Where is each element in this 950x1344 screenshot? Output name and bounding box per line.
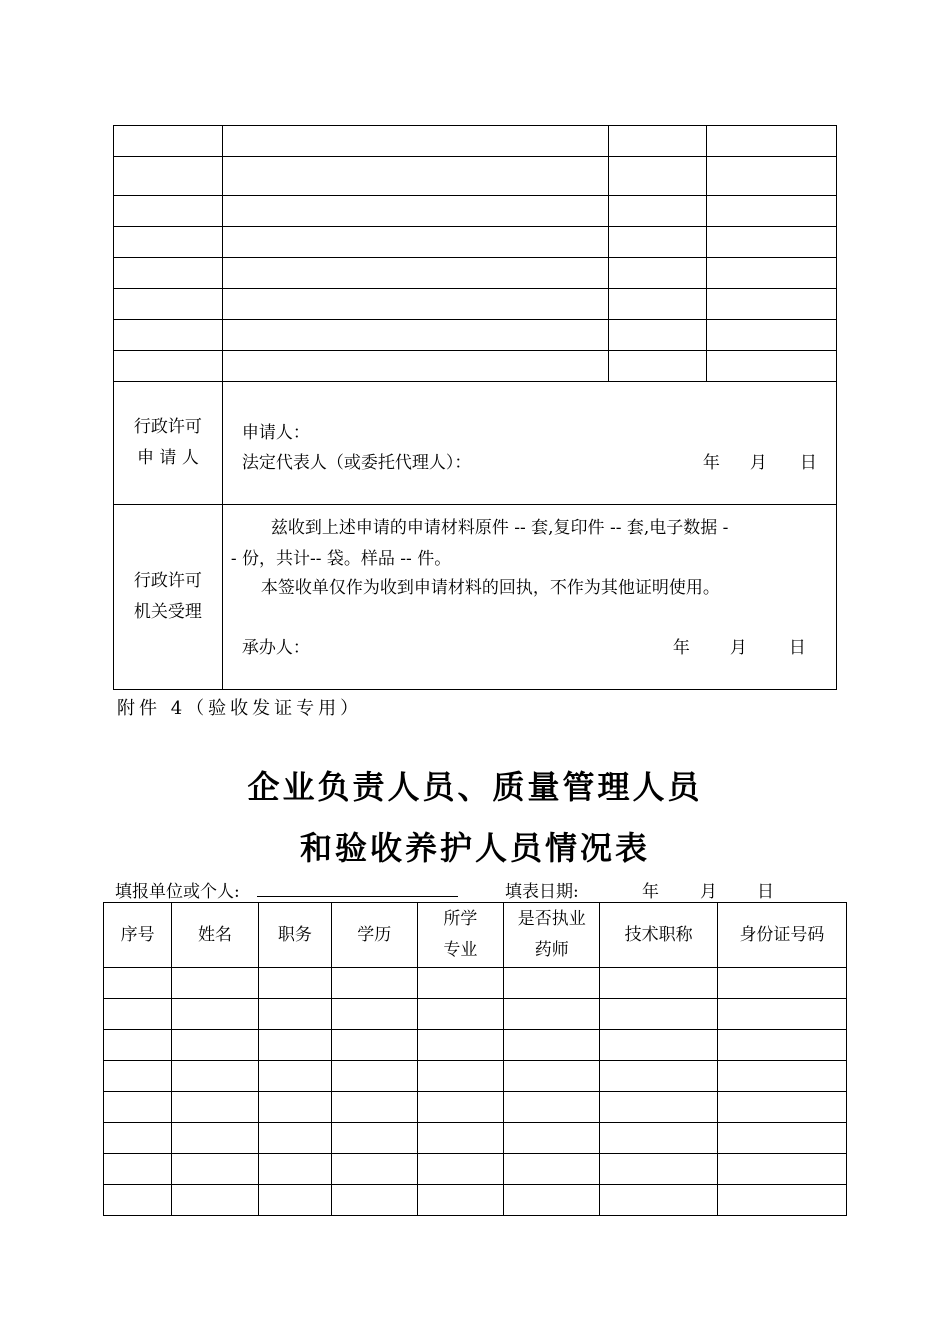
header-id-number: 身份证号码 xyxy=(717,903,846,968)
table-row xyxy=(114,289,837,320)
applicant-signature-cell xyxy=(222,382,836,505)
table-row xyxy=(114,351,837,382)
date-day-label: 日 xyxy=(757,882,774,902)
agency-receipt-cell xyxy=(222,505,836,690)
header-seq: 序号 xyxy=(104,903,172,968)
header-name: 姓名 xyxy=(172,903,259,968)
header-pharmacist xyxy=(504,903,600,968)
header-pharmacist-line2: 药师 xyxy=(534,940,569,960)
legal-representative-label: 法定代表人（或委托代理人）： xyxy=(241,453,472,473)
applicant-row-label xyxy=(114,382,223,505)
header-pharmacist-line1: 是否执业 xyxy=(517,909,586,929)
agency-label-line1: 行政许可 xyxy=(133,571,202,591)
table-row xyxy=(104,1061,847,1092)
table-row xyxy=(114,126,837,157)
fill-unit-underline xyxy=(257,896,458,897)
header-major xyxy=(417,903,504,968)
date-year-label: 年 xyxy=(642,882,659,902)
table-row xyxy=(104,1030,847,1061)
form-title-line1: 企业负责人员、质量管理人员 xyxy=(247,768,703,806)
receipt-usage-note: 本签收单仅作为收到申请材料的回执，不作为其他证明使用。 xyxy=(260,578,720,598)
date-year-label: 年 xyxy=(672,638,690,658)
header-major-line2: 专业 xyxy=(443,940,478,960)
applicant-label-line1: 行政许可 xyxy=(133,417,202,437)
date-month-label: 月 xyxy=(729,638,747,658)
fill-unit-label: 填报单位或个人: xyxy=(115,882,240,902)
handler-label: 承办人： xyxy=(241,638,310,658)
personnel-table xyxy=(103,902,847,1216)
applicant-label-line2: 申 请 人 xyxy=(137,448,199,468)
table-row xyxy=(114,227,837,258)
fill-date-label: 填表日期: xyxy=(505,882,579,902)
received-materials-line2: - 份，共计-- 袋。样品 -- 件。 xyxy=(230,549,452,569)
received-materials-line1: 兹收到上述申请的申请材料原件 -- 套,复印件 -- 套,电子数据 - xyxy=(270,518,729,538)
agency-label-line2: 机关受理 xyxy=(133,602,202,622)
table-row xyxy=(104,1154,847,1185)
date-day-label: 日 xyxy=(799,453,817,473)
form-title-line2: 和验收养护人员情况表 xyxy=(299,829,650,867)
table-row xyxy=(104,1123,847,1154)
agency-row-label xyxy=(114,505,223,690)
table-header-row xyxy=(104,903,847,968)
table-row xyxy=(104,999,847,1030)
table-row xyxy=(104,1185,847,1216)
applicant-field-label: 申请人： xyxy=(241,423,310,443)
header-major-line1: 所学 xyxy=(443,909,478,929)
table-row xyxy=(104,1092,847,1123)
table-row xyxy=(114,320,837,351)
table-row xyxy=(104,968,847,999)
fill-info-line xyxy=(115,877,835,901)
attachment-note: 附件 4（验收发证专用） xyxy=(117,698,363,719)
header-position: 职务 xyxy=(258,903,331,968)
acceptance-receipt-table xyxy=(113,125,837,690)
date-month-label: 月 xyxy=(749,453,767,473)
date-year-label: 年 xyxy=(702,453,720,473)
date-day-label: 日 xyxy=(788,638,806,658)
table-row xyxy=(114,157,837,196)
date-month-label: 月 xyxy=(700,882,717,902)
applicant-row xyxy=(114,382,837,505)
agency-row xyxy=(114,505,837,690)
table-row xyxy=(114,196,837,227)
header-technical-title: 技术职称 xyxy=(600,903,717,968)
table-row xyxy=(114,258,837,289)
header-education: 学历 xyxy=(331,903,417,968)
